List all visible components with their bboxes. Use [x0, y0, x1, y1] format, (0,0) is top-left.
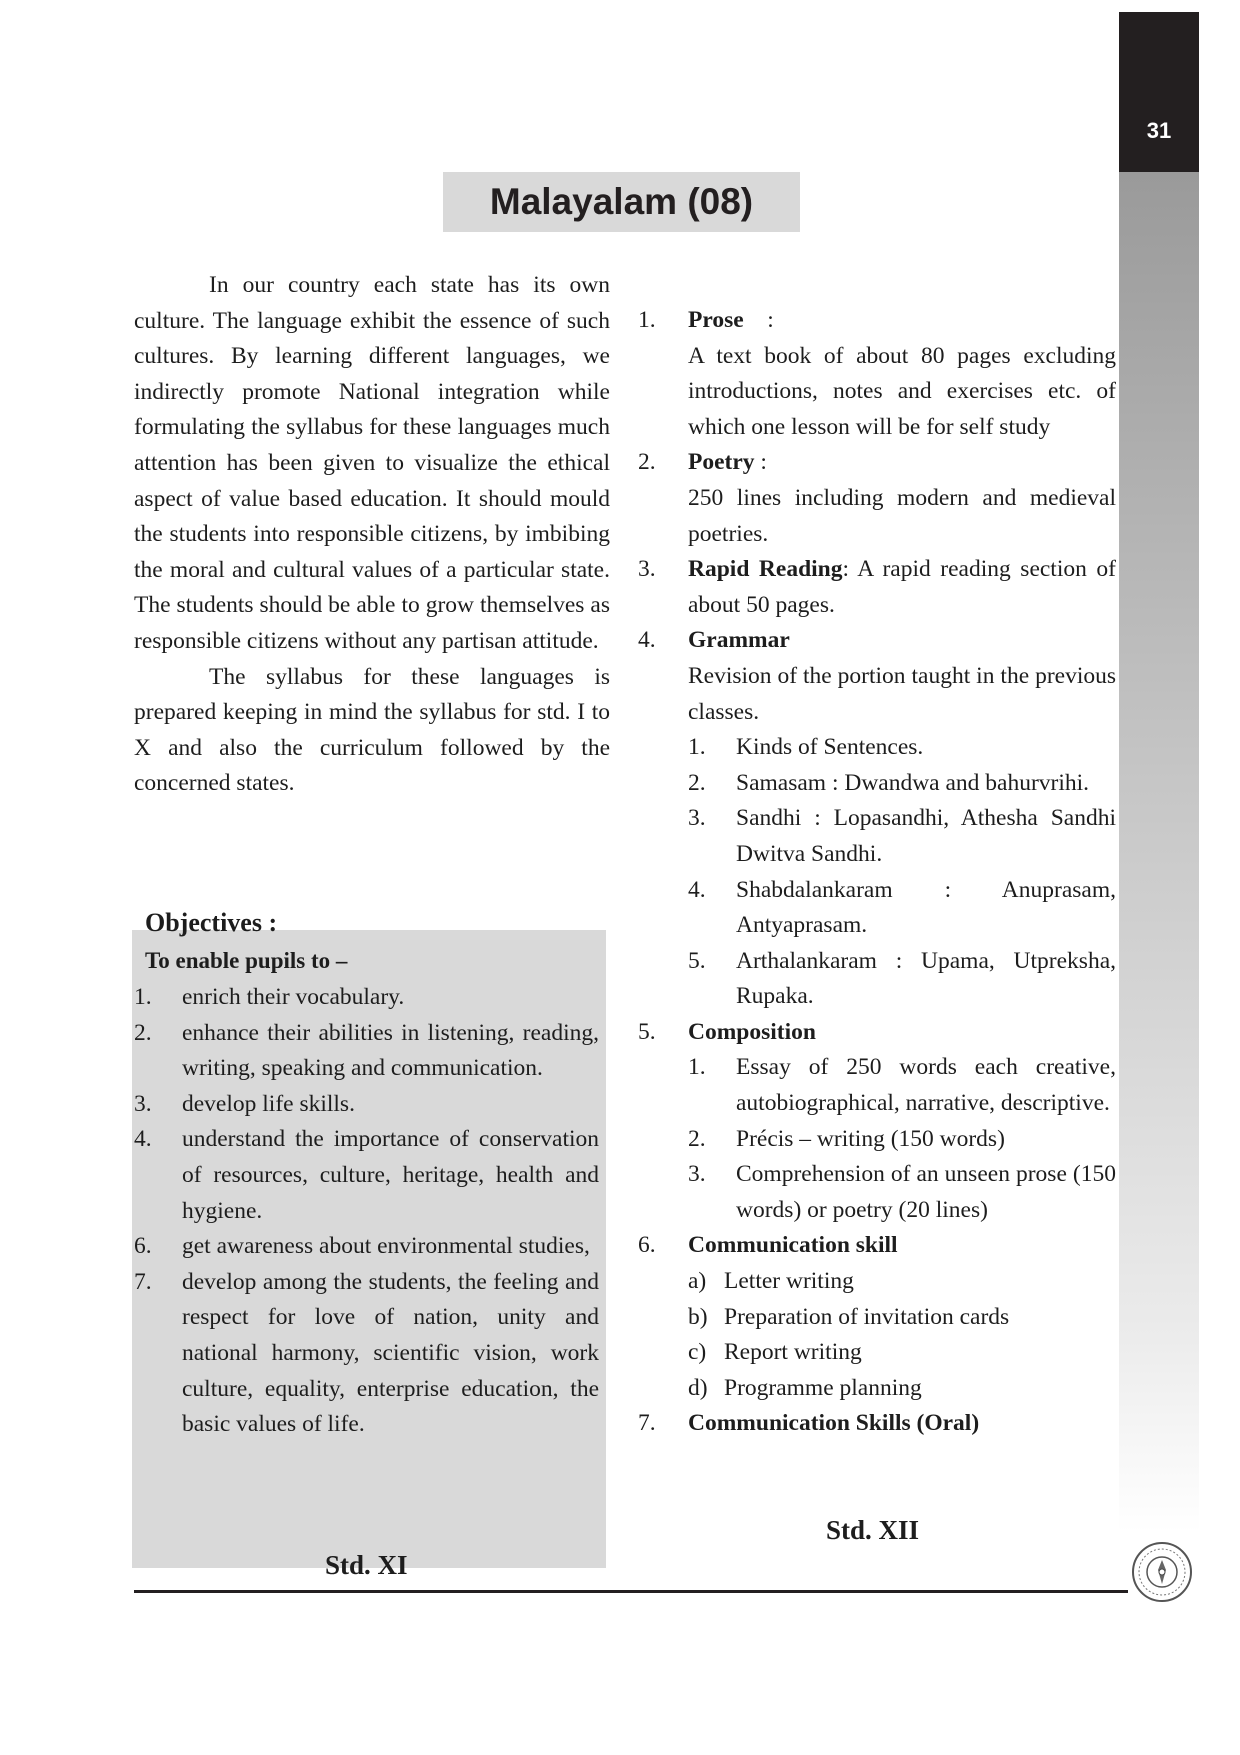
item-text: enhance their abilities in listening, reading, writing, speaking and communication. — [182, 1019, 599, 1082]
intro-paragraph-1: In our country each state has its own culture. The language exhibit the essence of such cultures. By learning different languages, we indirectly promote National integration while formulating the syllabus for these languages much attention has been given to visualize the ethical aspect of value based education. It should mould the students into responsible citizens, by imbibing the moral and cultural values of a particular state. The students should be able to grow themselves as responsible citizens without any partisan attitude. — [134, 272, 610, 654]
composition-sublist — [688, 1050, 1116, 1228]
item-text: Précis – writing (150 words) — [736, 1125, 1005, 1152]
std-xii-label: Std. XII — [826, 1515, 920, 1545]
item-number: 4. — [638, 627, 656, 654]
list-item — [688, 873, 1116, 944]
grammar-sublist — [688, 730, 1116, 1015]
emblem-seal-icon — [1130, 1540, 1194, 1604]
intro-paragraph-2: The syllabus for these languages is prepared keeping in mind the syllabus for std. I to X and also the curriculum followed by the concerned states. — [134, 663, 610, 797]
item-text: Programme planning — [724, 1374, 922, 1401]
section-composition — [638, 1015, 1116, 1051]
syllabus-list — [638, 303, 1116, 1442]
section-grammar — [638, 623, 1116, 730]
section-heading: Grammar — [688, 627, 790, 654]
item-text: Samasam : Dwandwa and bahurvrihi. — [736, 769, 1090, 796]
list-item — [134, 1122, 599, 1229]
item-text: Comprehension of an unseen prose (150 words) or poetry (20 lines) — [736, 1161, 1116, 1223]
section-rapid-reading — [638, 552, 1116, 623]
item-text: Preparation of invitation cards — [724, 1303, 1010, 1330]
heading-separator: : — [767, 307, 774, 333]
page-number: 31 — [1146, 118, 1172, 143]
list-item — [688, 944, 1116, 1015]
item-number: 4. — [134, 1126, 152, 1153]
section-heading: Prose — [688, 307, 744, 333]
intro-text — [134, 268, 610, 802]
section-text: 250 lines including modern and medieval poetries. — [688, 484, 1116, 547]
section-text: : A rapid reading section of about 50 pages. — [688, 556, 1116, 618]
item-number: 1. — [688, 734, 706, 761]
std-xi-label: Std. XI — [325, 1550, 408, 1580]
item-number: 2. — [638, 449, 656, 476]
item-number: 5. — [638, 1018, 656, 1045]
page-tab — [1119, 12, 1199, 172]
section-prose — [638, 303, 1116, 445]
communication-sublist — [688, 1264, 1116, 1406]
list-item — [688, 766, 1116, 802]
section-heading: Composition — [688, 1018, 816, 1045]
page-title: Malayalam (08) — [489, 181, 754, 222]
item-number: 3. — [638, 556, 656, 583]
item-text: Kinds of Sentences. — [736, 734, 924, 761]
list-item — [134, 1016, 599, 1087]
heading-separator: : — [754, 449, 767, 476]
list-item — [688, 1050, 1116, 1121]
item-number: 6. — [134, 1233, 152, 1260]
item-number: 4. — [688, 876, 706, 903]
section-heading: Communication skill — [688, 1232, 898, 1259]
list-item — [134, 980, 599, 1016]
list-item — [688, 801, 1116, 872]
objectives-list — [134, 980, 599, 1443]
item-number: 2. — [688, 1125, 706, 1152]
list-item — [688, 730, 1116, 766]
list-item — [688, 1157, 1116, 1228]
item-number: c) — [688, 1339, 707, 1366]
item-number: 1. — [638, 307, 656, 333]
item-number: b) — [688, 1303, 708, 1330]
section-poetry — [638, 445, 1116, 552]
item-text: enrich their vocabulary. — [182, 984, 405, 1010]
section-communication — [638, 1228, 1116, 1264]
item-number: 7. — [134, 1268, 152, 1295]
section-heading: Poetry — [688, 449, 755, 476]
item-text: develop among the students, the feeling and respect for love of nation, unity and national harmony, scientific vision, work culture, equality, enterprise education, the basic values of life. — [182, 1268, 599, 1438]
item-number: 1. — [688, 1054, 706, 1081]
item-text: Letter writing — [724, 1268, 854, 1295]
section-heading: Rapid Reading — [688, 556, 843, 583]
objectives-heading: Objectives : — [145, 908, 278, 937]
list-item — [688, 1122, 1116, 1158]
item-number: 7. — [638, 1410, 656, 1437]
item-text: develop life skills. — [182, 1090, 355, 1117]
section-text: A text book of about 80 pages excluding introductions, notes and exercises etc. of which one lesson will be for self study — [688, 342, 1116, 440]
list-item — [688, 1264, 1116, 1300]
list-item — [134, 1265, 599, 1443]
item-text: Essay of 250 words each creative, autobiographical, narrative, descriptive. — [736, 1054, 1116, 1117]
item-number: 3. — [134, 1090, 152, 1117]
item-number: 3. — [688, 1161, 706, 1188]
section-oral — [638, 1406, 1116, 1442]
list-item — [688, 1300, 1116, 1336]
item-number: 6. — [638, 1232, 656, 1259]
list-item — [134, 1087, 599, 1123]
list-item — [688, 1335, 1116, 1371]
side-gradient-bar — [1119, 172, 1199, 1532]
item-text: understand the importance of conservation of resources, culture, heritage, health and hygiene. — [182, 1126, 599, 1224]
item-number: 2. — [134, 1019, 152, 1046]
item-text: Shabdalankaram : Anuprasam, Antyaprasam. — [736, 876, 1116, 939]
item-text: Arthalankaram : Upama, Utpreksha, Rupaka. — [736, 947, 1116, 1010]
list-item — [688, 1371, 1116, 1407]
item-text: get awareness about environmental studies, — [182, 1233, 590, 1260]
objectives-subheading: To enable pupils to – — [145, 948, 348, 973]
item-number: 1. — [134, 984, 152, 1010]
item-text: Report writing — [724, 1339, 862, 1366]
item-number: 5. — [688, 947, 706, 974]
item-number: 3. — [688, 805, 706, 832]
section-heading: Communication Skills (Oral) — [688, 1410, 980, 1437]
footer-rule — [134, 1590, 1128, 1593]
list-item — [134, 1229, 599, 1265]
item-number: d) — [688, 1374, 708, 1401]
section-text: Revision of the portion taught in the previous classes. — [688, 662, 1116, 725]
item-number: 2. — [688, 769, 706, 796]
item-text: Sandhi : Lopasandhi, Athesha Sandhi Dwitva Sandhi. — [736, 805, 1116, 867]
title-box — [443, 172, 800, 232]
item-number: a) — [688, 1268, 707, 1295]
